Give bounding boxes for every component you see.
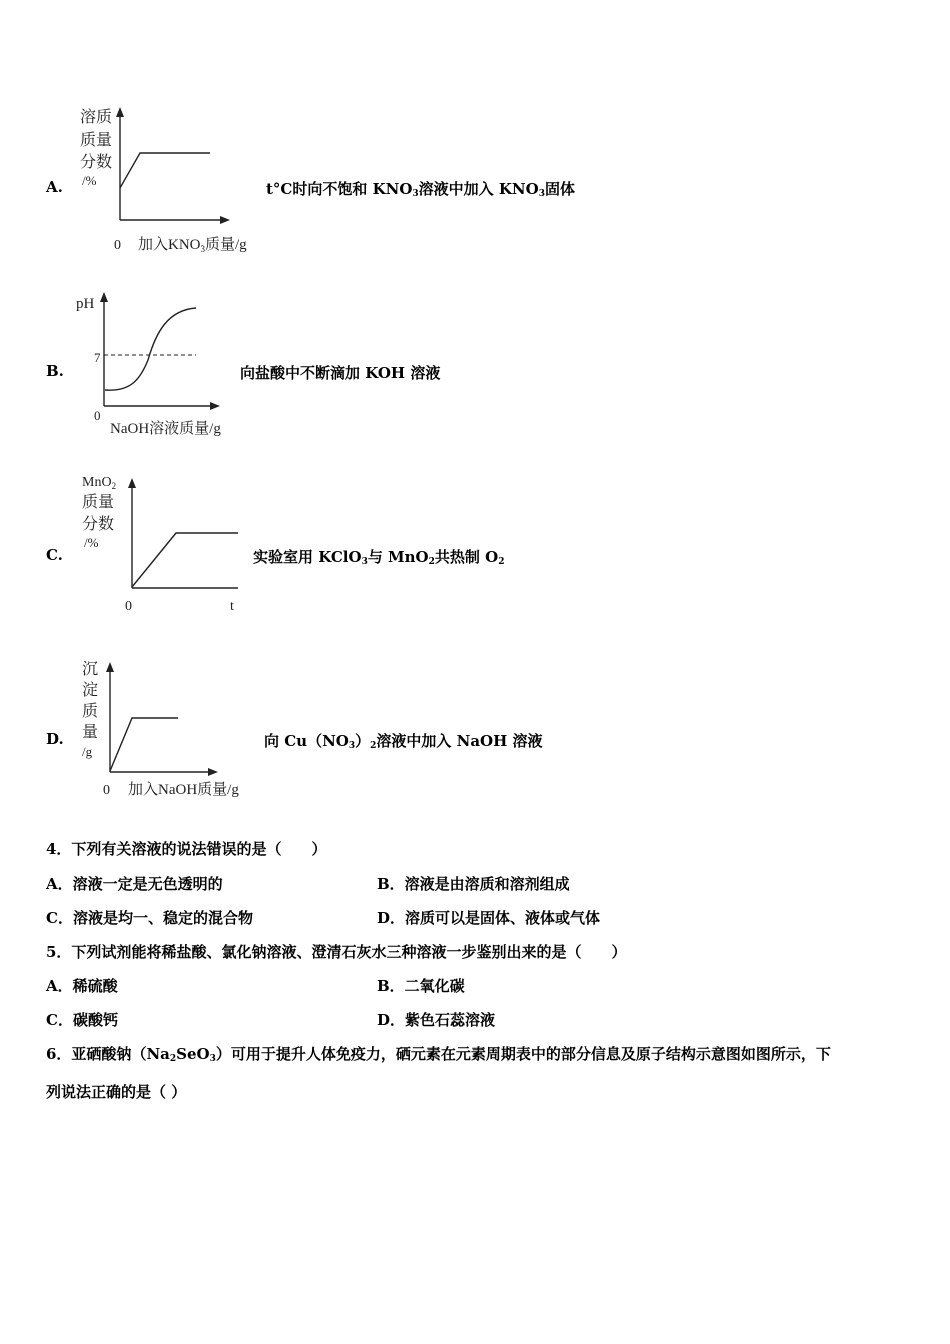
graph-c-xlabel: t: [230, 599, 234, 614]
graph-b-ref-label: 7: [94, 350, 101, 365]
question-6-stem-line-2: 列说法正确的是（ ）: [46, 1083, 187, 1101]
question-4-choice-d: D．溶质可以是固体、液体或气体: [377, 909, 601, 927]
question-5-stem: 5．下列试剂能将稀盐酸、氯化钠溶液、澄清石灰水三种溶液一步鉴别出来的是（ ）: [46, 943, 627, 961]
question-5-choice-a: A．稀硫酸: [46, 977, 118, 995]
graph-d-ylabel-1: 沉: [82, 661, 99, 678]
graph-a: [70, 105, 280, 260]
question-4-choice-a: A．溶液一定是无色透明的: [46, 875, 223, 893]
option-a-description: t°C时向不饱和 $KNO_3$溶液中加入 $KNO_3$固体: [266, 180, 575, 199]
question-4-choice-c: C．溶液是均一、稳定的混合物: [46, 909, 253, 927]
option-c-description: 实验室用 KClO$_3$与 MnO$_2$共热制 $O_2$: [253, 548, 505, 567]
option-b-description: 向盐酸中不断滴加 KOH 溶液: [240, 364, 441, 382]
graph-a-ylabel-4: /%: [82, 173, 97, 188]
question-5-choice-b: B．二氧化碳: [377, 977, 465, 995]
graph-a-ylabel-1: 溶质: [80, 109, 113, 126]
graph-d-ylabel-2: 淀: [82, 682, 99, 699]
option-a-letter: A.: [46, 178, 63, 196]
graph-a-ylabel-3: 分数: [80, 154, 113, 171]
graph-d: [70, 656, 270, 806]
graph-d-ylabel-3: 质: [82, 703, 99, 720]
question-4-choice-b: B．溶液是由溶质和溶剂组成: [377, 875, 570, 893]
graph-d-ylabel-4: 量: [82, 724, 99, 741]
graph-d-xlabel: 加入NaOH质量/g: [128, 782, 239, 798]
graph-c: [70, 470, 255, 620]
graph-c-ylabel-3: 分数: [82, 516, 115, 533]
option-c-letter: C.: [46, 546, 63, 564]
graph-b-origin: 0: [94, 408, 101, 423]
graph-c-ylabel-1: MnO$_2$: [82, 475, 117, 491]
option-b-letter: B.: [46, 362, 64, 380]
option-d-description: 向 $Cu(NO_3)_2$溶液中加入 NaOH 溶液: [264, 732, 543, 751]
graph-d-curve: [110, 718, 178, 771]
graph-d-ylabel-5: /g: [82, 744, 93, 759]
graph-a-origin: 0: [114, 238, 121, 253]
question-5-choice-d: D．紫色石蕊溶液: [377, 1011, 496, 1029]
graph-c-curve: [132, 533, 238, 587]
option-d-letter: D.: [46, 730, 64, 748]
graph-b-ylabel: pH: [76, 296, 95, 312]
graph-b-xlabel: NaOH溶液质量/g: [110, 421, 221, 437]
graph-b: [70, 288, 250, 443]
question-6-stem-line-1: 6．亚硒酸钠$(Na_2SeO_3)$可用于提升人体免疫力，硒元素在元素周期表中的部分信息及原子结构示意图如图所示，下: [46, 1045, 831, 1064]
graph-c-ylabel-4: /%: [84, 535, 99, 550]
question-5-choice-c: C．碳酸钙: [46, 1011, 118, 1029]
graph-a-ylabel-2: 质量: [80, 132, 113, 149]
graph-c-origin: 0: [125, 599, 132, 614]
graph-b-curve: [105, 308, 196, 390]
graph-a-curve: [120, 153, 210, 188]
question-4-stem: 4．下列有关溶液的说法错误的是（ ）: [46, 840, 327, 858]
graph-a-xlabel: 加入$KNO_3$质量/g: [138, 237, 247, 254]
graph-c-ylabel-2: 质量: [82, 494, 115, 511]
graph-d-origin: 0: [103, 783, 110, 798]
